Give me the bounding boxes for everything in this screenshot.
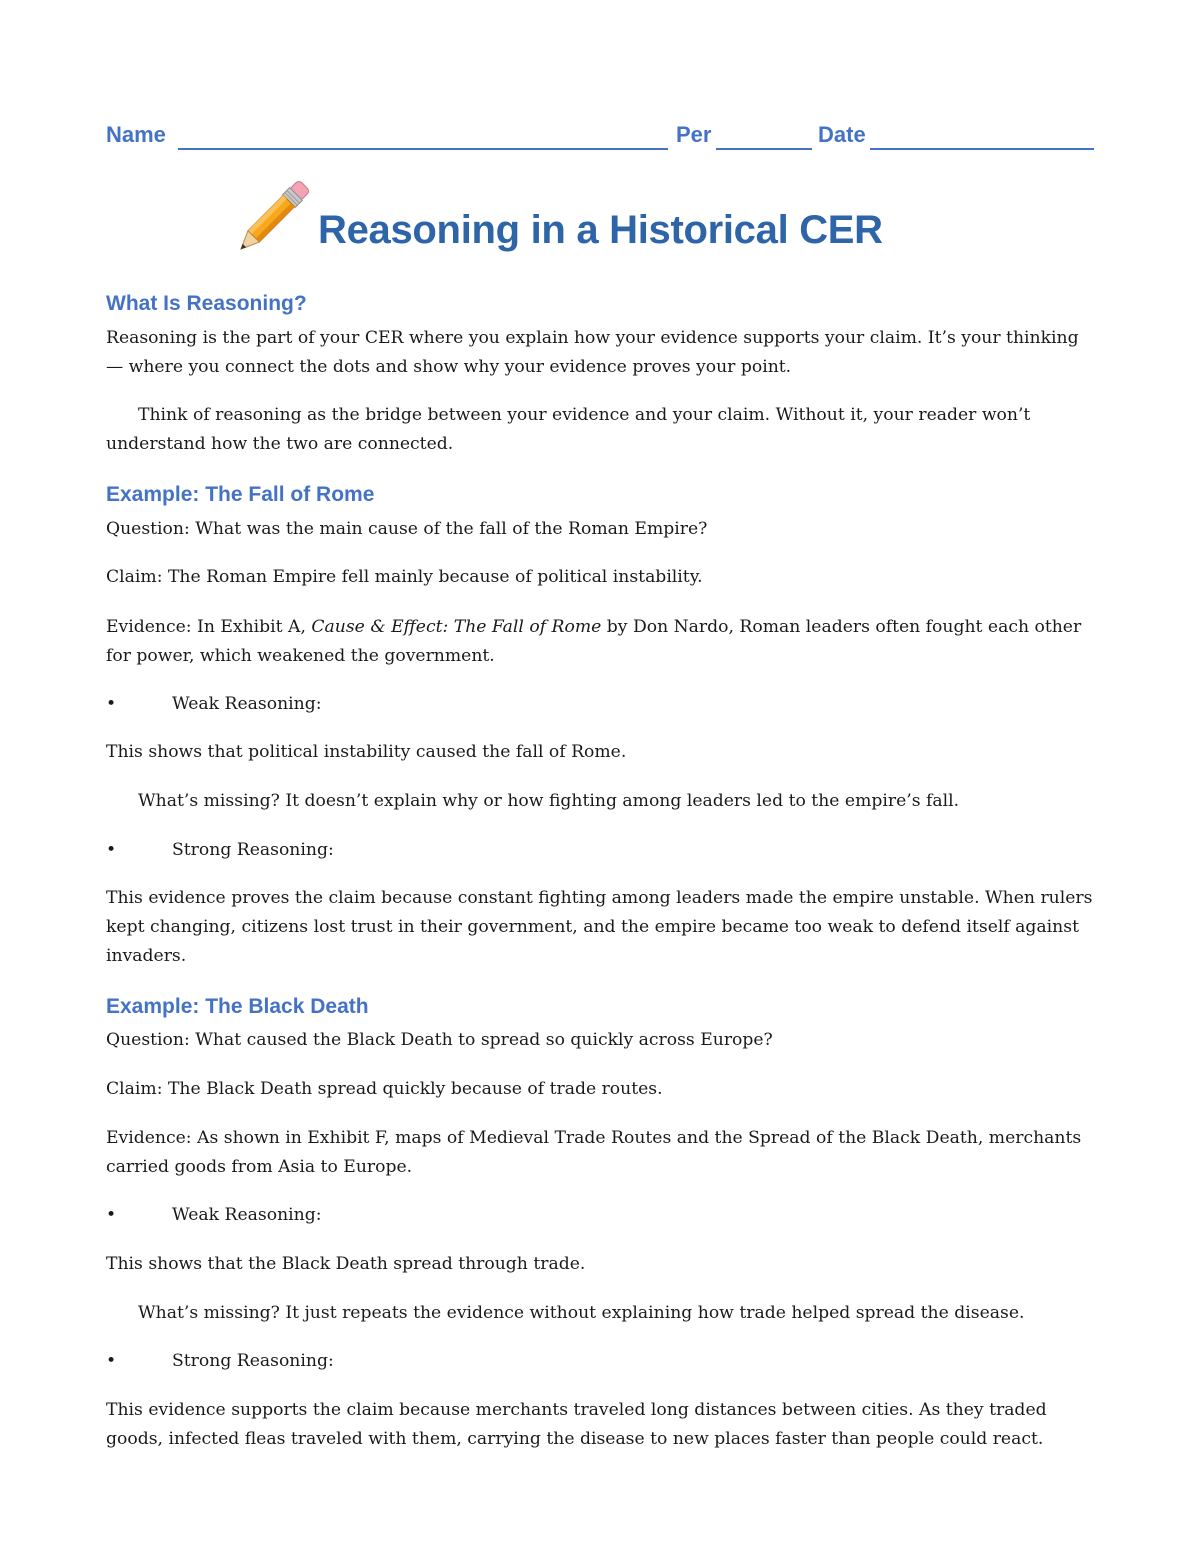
rome-weak-reasoning-label: Weak Reasoning:: [172, 694, 322, 714]
name-label: Name: [106, 122, 166, 147]
bullet-glyph: •: [106, 1351, 117, 1371]
plague-claim: Claim: The Black Death spread quickly because of trade routes.: [106, 1079, 663, 1099]
plague-strong-reasoning-label: Strong Reasoning:: [172, 1351, 334, 1371]
plague-weak-reasoning-label: Weak Reasoning:: [172, 1205, 322, 1225]
rome-weak-reasoning-text: This shows that political instability caused the fall of Rome.: [106, 742, 627, 762]
period-field-line[interactable]: [716, 148, 812, 150]
rome-evidence: [106, 613, 1096, 671]
rome-evidence-book-title: Cause & Effect: The Fall of Rome: [311, 617, 602, 637]
intro-paragraph: Reasoning is the part of your CER where you explain how your evidence supports your claim. It’s your thinking — where you connect the dots and show why your evidence proves your point.: [106, 328, 1079, 377]
bullet-glyph: •: [106, 1205, 117, 1225]
plague-whats-missing: What’s missing? It just repeats the evidence without explaining how trade helped spread the disease.: [138, 1303, 1025, 1323]
rome-strong-reasoning-text: This evidence proves the claim because constant fighting among leaders made the empire unstable. When rulers kept changing, citizens lost trust in their government, and the empire became too weak to defend itself against invaders.: [106, 888, 1093, 966]
date-label: Date: [818, 122, 866, 147]
section-heading-black-death: Example: The Black Death: [106, 995, 369, 1018]
period-label: Per: [676, 122, 712, 147]
date-field-line[interactable]: [870, 148, 1094, 150]
rome-strong-reasoning-label: Strong Reasoning:: [172, 840, 334, 860]
rome-claim: Claim: The Roman Empire fell mainly because of political instability.: [106, 567, 703, 587]
rome-question: Question: What was the main cause of the fall of the Roman Empire?: [106, 519, 708, 539]
section-heading-fall-of-rome: Example: The Fall of Rome: [106, 483, 375, 506]
student-info-header: [106, 120, 1094, 152]
plague-evidence: Evidence: As shown in Exhibit F, maps of Medieval Trade Routes and the Spread of the Black Death, merchants carried goods from Asia to Europe.: [106, 1128, 1082, 1177]
plague-weak-reasoning-text: This shows that the Black Death spread through trade.: [106, 1254, 586, 1274]
rome-whats-missing: What’s missing? It doesn’t explain why or how fighting among leaders led to the empire’s fall.: [138, 791, 960, 811]
rome-evidence-suffix: by Don Nardo, Roman leaders often fought each other for power, which weakened the government.: [106, 617, 1082, 666]
plague-strong-reasoning-text: This evidence supports the claim because merchants traveled long distances between cities. As they traded goods, infected fleas traveled with them, carrying the disease to new places faster than people could react.: [106, 1400, 1047, 1449]
rome-evidence-prefix: Evidence: In Exhibit A,: [106, 617, 312, 637]
bullet-glyph: •: [106, 694, 117, 714]
section-heading-what-is-reasoning: What Is Reasoning?: [106, 292, 307, 315]
page-title: Reasoning in a Historical CER: [318, 208, 883, 252]
name-field-line[interactable]: [178, 148, 668, 150]
pencil-icon: [222, 170, 322, 266]
bullet-glyph: •: [106, 840, 117, 860]
bridge-paragraph: Think of reasoning as the bridge between your evidence and your claim. Without it, your reader won’t understand how the two are connected.: [106, 405, 1031, 454]
plague-question: Question: What caused the Black Death to spread so quickly across Europe?: [106, 1030, 773, 1050]
